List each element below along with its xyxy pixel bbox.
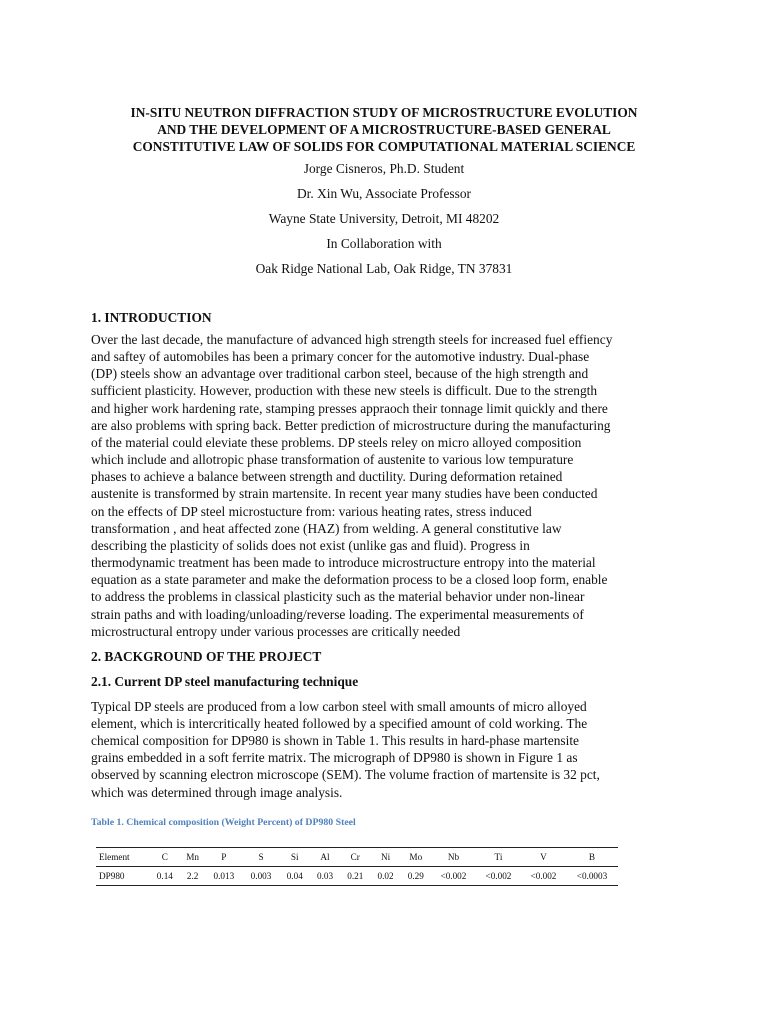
- title-line: AND THE DEVELOPMENT OF A MICROSTRUCTURE-BASED GENERAL: [157, 122, 611, 137]
- composition-table: [96, 847, 618, 886]
- text-line: Typical DP steels are produced from a low carbon steel with small amounts of micro alloyed: [91, 698, 587, 714]
- text-line: are also problems with spring back. Better prediction of microstructure during the manufacturing: [91, 417, 611, 433]
- table-cell: 0.14: [150, 866, 180, 885]
- table-cell: 2.2: [180, 866, 205, 885]
- column-header: S: [242, 847, 279, 866]
- text-line: and higher work hardening rate, stamping presses appraoch their tonnage limit quickly and there: [91, 400, 608, 416]
- text-line: and saftey of automobiles has been a primary concer for the automotive industry. Dual-phase: [91, 349, 590, 365]
- title-line: IN-SITU NEUTRON DIFFRACTION STUDY OF MICROSTRUCTURE EVOLUTION: [130, 105, 638, 120]
- text-line: transformation , and heat affected zone (HAZ) from welding. A general constitutive law: [91, 520, 562, 536]
- column-header: Mn: [180, 847, 205, 866]
- text-line: strain paths and with loading/unloading/reverse loading. The experimental measurements of: [91, 606, 584, 622]
- column-header: Cr: [340, 847, 370, 866]
- text-line: phases to achieve a balance between strength and ductility. During deformation retained: [91, 469, 563, 485]
- collaboration-label: In Collaboration with: [326, 236, 442, 251]
- text-line: to address the problems in classical plasticity such as the material behavior under non-linear: [91, 589, 585, 605]
- introduction-paragraph: [91, 331, 677, 640]
- text-line: on the effects of DP steel microstucture from: various heating rates, stress induced: [91, 503, 532, 519]
- column-header: V: [521, 847, 566, 866]
- column-header: C: [150, 847, 180, 866]
- table-cell: 0.03: [310, 866, 340, 885]
- affiliation: Wayne State University, Detroit, MI 48202: [268, 211, 500, 226]
- subsection-heading: 2.1. Current DP steel manufacturing technique: [91, 673, 359, 689]
- column-header: Al: [310, 847, 340, 866]
- author-name: Jorge Cisneros, Ph.D. Student: [303, 161, 465, 176]
- text-line: of the material could eleviate these problems. DP steels reley on micro alloyed composition: [91, 434, 582, 450]
- table-cell: 0.02: [370, 866, 400, 885]
- table-cell: 0.21: [340, 866, 370, 885]
- text-line: grains embedded in a soft ferrite matrix. The micrograph of DP980 is shown in Figure 1 as: [91, 750, 578, 766]
- text-line: Over the last decade, the manufacture of advanced high strength steels for increased fuel effiency: [91, 332, 613, 347]
- table-header-row: [96, 847, 618, 866]
- text-line: describing the plasticity of solids does not exist (unlike gas and fluid). Progress in: [91, 537, 530, 553]
- section-heading-background: 2. BACKGROUND OF THE PROJECT: [91, 648, 322, 664]
- table-cell: <0.002: [431, 866, 476, 885]
- text-line: sufficient plasticity. However, production with these new steels is difficult. Due to the strength: [91, 383, 598, 399]
- text-line: observed by scanning electron microscope (SEM). The volume fraction of martensite is 32 pct,: [91, 767, 600, 783]
- section-heading-introduction: 1. INTRODUCTION: [91, 310, 212, 325]
- table-cell: 0.29: [401, 866, 431, 885]
- column-header: P: [205, 847, 242, 866]
- table-cell: DP980: [96, 866, 150, 885]
- column-header: Ti: [476, 847, 521, 866]
- author-name: Dr. Xin Wu, Associate Professor: [296, 186, 472, 201]
- paper-title: [91, 104, 677, 155]
- text-line: which include and allotropic phase transformation of austenite to various low tempurature: [91, 452, 574, 468]
- title-line: CONSTITUTIVE LAW OF SOLIDS FOR COMPUTATIONAL MATERIAL SCIENCE: [132, 139, 636, 154]
- column-header: Si: [280, 847, 310, 866]
- column-header: Mo: [401, 847, 431, 866]
- text-line: (DP) steels show an advantage over traditional carbon steel, because of the high strength and: [91, 366, 589, 382]
- table-cell: 0.04: [280, 866, 310, 885]
- column-header: Nb: [431, 847, 476, 866]
- text-line: microstructural entropy under various processes are critically needed: [91, 623, 461, 639]
- table-cell: <0.002: [521, 866, 566, 885]
- text-line: chemical composition for DP980 is shown in Table 1. This results in hard-phase martensite: [91, 733, 579, 749]
- text-line: austenite is transformed by strain martensite. In recent year many studies have been conducted: [91, 486, 598, 502]
- table-caption: Table 1. Chemical composition (Weight Percent) of DP980 Steel: [91, 816, 356, 828]
- document-content: [91, 104, 677, 886]
- background-paragraph: [91, 698, 677, 801]
- table-cell: 0.013: [205, 866, 242, 885]
- table-cell: 0.003: [242, 866, 279, 885]
- author-block: [91, 160, 677, 277]
- text-line: which was determined through image analysis.: [91, 784, 343, 800]
- text-line: element, which is intercritically heated followed by a specified amount of cold working. The: [91, 715, 588, 731]
- text-line: thermodynamic treatment has been made to introduce microstructure entropy into the material: [91, 555, 596, 571]
- table-row: [96, 866, 618, 885]
- table-cell: <0.0003: [566, 866, 618, 885]
- column-header: B: [566, 847, 618, 866]
- text-line: equation as a state parameter and make the deformation process to be a closed loop form, enable: [91, 572, 608, 588]
- partner-institution: Oak Ridge National Lab, Oak Ridge, TN 37831: [255, 261, 513, 276]
- column-header: Ni: [370, 847, 400, 866]
- column-header: Element: [96, 847, 150, 866]
- table-cell: <0.002: [476, 866, 521, 885]
